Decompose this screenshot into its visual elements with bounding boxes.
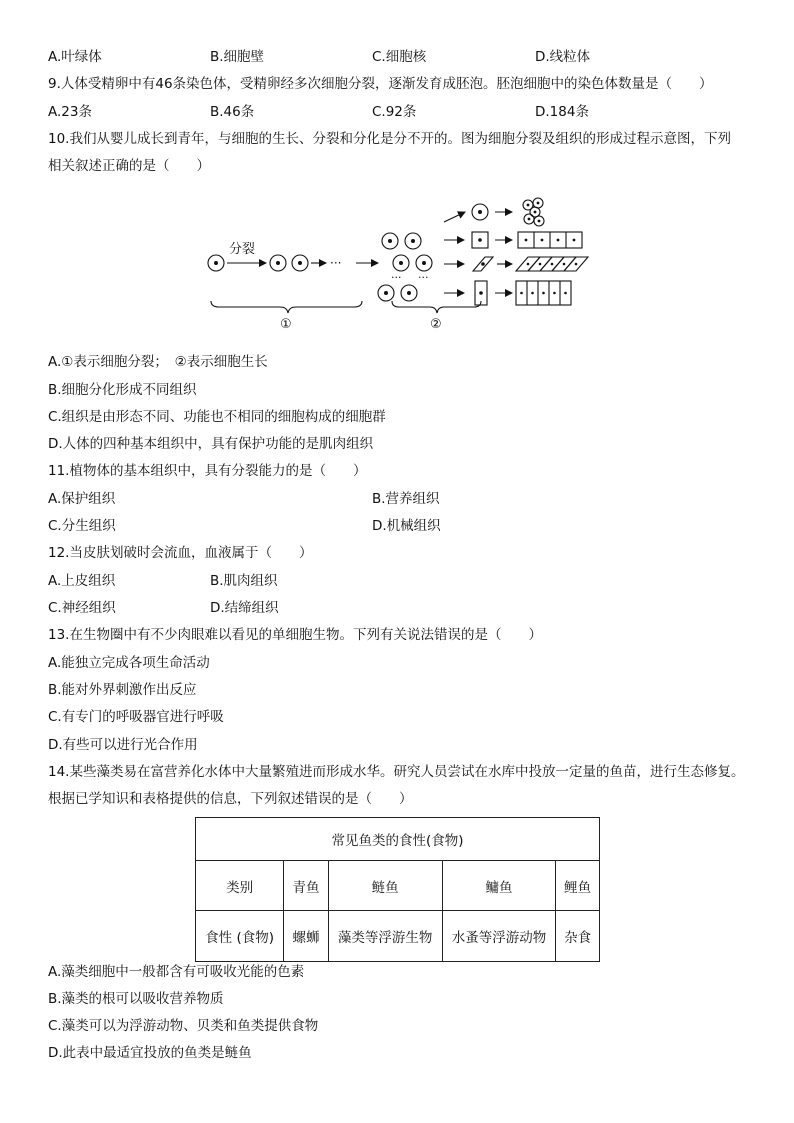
q14-option-c: C.藻类可以为浮游动物、贝类和鱼类提供食物 [48, 1018, 319, 1034]
q14-option-b: B.藻类的根可以吸收营养物质 [48, 991, 224, 1007]
q13-option-b: B.能对外界刺激作出反应 [48, 682, 197, 698]
table-header-cell: 鲢鱼 [328, 861, 442, 911]
q13-option-a: A.能独立完成各项生命活动 [48, 655, 210, 671]
table-cell: 杂食 [556, 911, 600, 962]
q14-option-a: A.藻类细胞中一般都含有可吸收光能的色素 [48, 964, 305, 980]
q9-option-a: A.23条 [48, 104, 92, 120]
q10-option-d: D.人体的四种基本组织中，具有保护功能的是肌肉组织 [48, 436, 374, 452]
q11-option-d: D.机械组织 [372, 518, 441, 534]
q11-option-a: A.保护组织 [48, 491, 116, 507]
cluster-ellipsis-right: ··· [418, 271, 429, 284]
q11-stem: 11.植物体的基本组织中，具有分裂能力的是（ ） [48, 463, 367, 479]
q10-option-c: C.组织是由形态不同、功能也不相同的细胞构成的细胞群 [48, 409, 386, 425]
q9-option-c: C.92条 [372, 104, 417, 120]
table-cell: 藻类等浮游生物 [328, 911, 442, 962]
q13-stem: 13.在生物圈中有不少肉眼难以看见的单细胞生物。下列有关说法错误的是（ ） [48, 627, 542, 643]
division-label: 分裂 [229, 242, 256, 257]
brace-label-1: ① [280, 317, 292, 332]
table-header-cell: 鳙鱼 [442, 861, 556, 911]
q9-stem: 9.人体受精卵中有46条染色体，受精卵经多次细胞分裂，逐渐发育成胚泡。胚泡细胞中的染色体数量是（ ） [48, 76, 713, 92]
table-header-row [196, 861, 600, 911]
q8-option-c: C.细胞核 [372, 49, 427, 65]
brace-label-2: ② [430, 317, 442, 332]
q11-option-c: C.分生组织 [48, 518, 116, 534]
q8-option-b: B.细胞壁 [210, 49, 265, 65]
q14-stem-line2: 根据已学知识和表格提供的信息，下列叙述错误的是（ ） [48, 791, 413, 807]
table-header-cell: 鲤鱼 [556, 861, 600, 911]
table-header-cell: 青鱼 [284, 861, 329, 911]
q14-option-d: D.此表中最适宜投放的鱼类是鲢鱼 [48, 1045, 252, 1061]
chain-ellipsis: ··· [330, 256, 342, 270]
q13-option-d: D.有些可以进行光合作用 [48, 737, 198, 753]
fish-diet-table [195, 817, 600, 962]
table-cell: 食性 (食物) [196, 911, 284, 962]
q14-stem-line1: 14.某些藻类易在富营养化水体中大量繁殖进而形成水华。研究人员尝试在水库中投放一定量的鱼苗，进行生态修复。 [48, 764, 745, 780]
q12-stem: 12.当皮肤划破时会流血，血液属于（ ） [48, 545, 313, 561]
q8-option-d: D.线粒体 [535, 49, 591, 65]
q10-stem-line1: 10.我们从婴儿成长到青年，与细胞的生长、分裂和分化是分不开的。图为细胞分裂及组织的形成过程示意图，下列 [48, 131, 731, 147]
q12-option-c: C.神经组织 [48, 600, 116, 616]
q12-option-b: B.肌肉组织 [210, 573, 278, 589]
q11-option-b: B.营养组织 [372, 491, 440, 507]
table-header-cell: 类别 [196, 861, 284, 911]
table-title: 常见鱼类的食性(食物) [196, 818, 600, 861]
q9-option-d: D.184条 [535, 104, 589, 120]
cluster-ellipsis-left: ··· [391, 271, 402, 284]
q10-stem-line2: 相关叙述正确的是（ ） [48, 158, 210, 174]
q12-option-a: A.上皮组织 [48, 573, 116, 589]
table-row [196, 911, 600, 962]
q10-option-a: A.①表示细胞分裂； ②表示细胞生长 [48, 354, 268, 370]
q8-option-a: A.叶绿体 [48, 49, 102, 65]
table-cell: 螺蛳 [284, 911, 329, 962]
q9-option-b: B.46条 [210, 104, 255, 120]
q10-option-b: B.细胞分化形成不同组织 [48, 382, 197, 398]
q13-option-c: C.有专门的呼吸器官进行呼吸 [48, 709, 224, 725]
q12-option-d: D.结缔组织 [210, 600, 279, 616]
table-cell: 水蚤等浮游动物 [442, 911, 556, 962]
